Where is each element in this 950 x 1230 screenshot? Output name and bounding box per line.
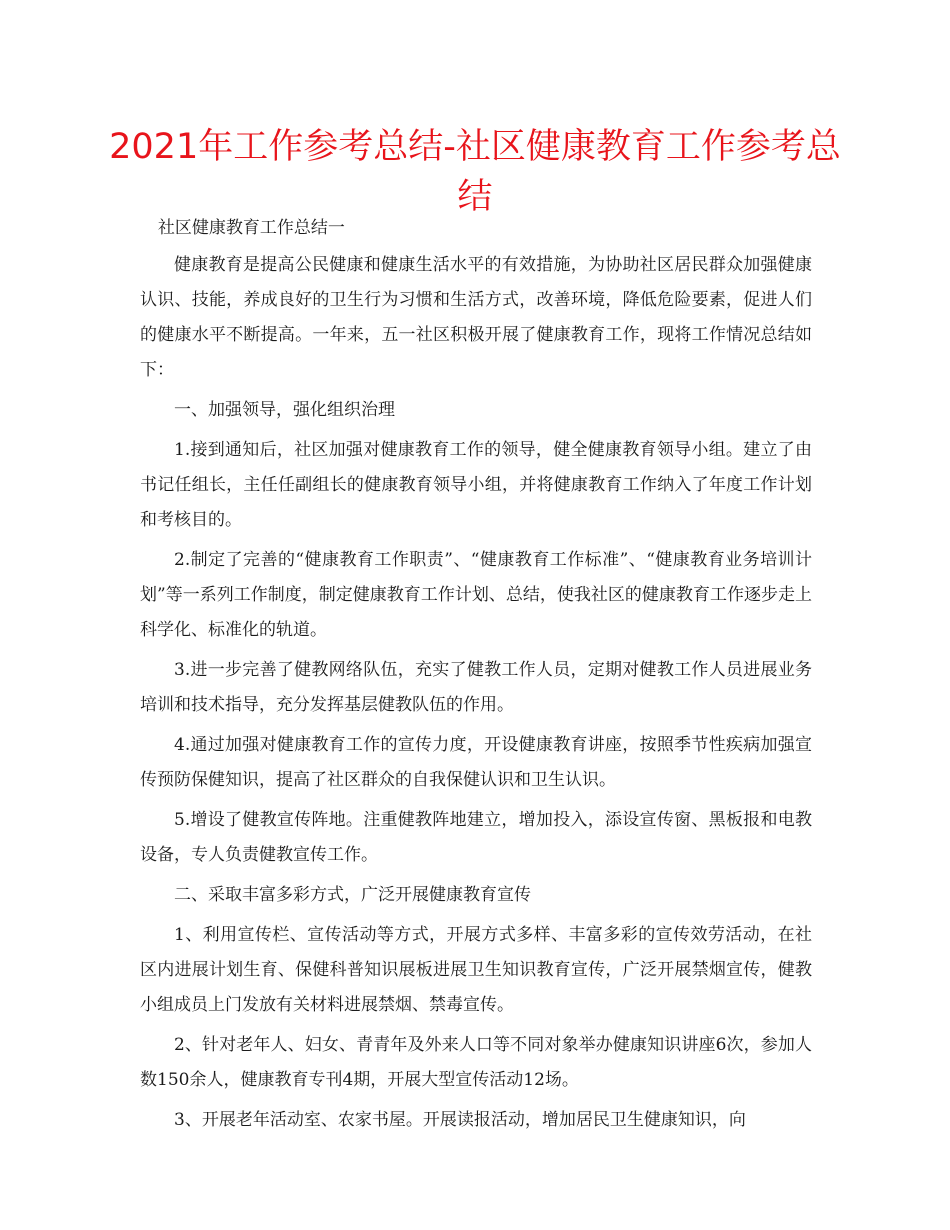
paragraph-intro: 健康教育是提高公民健康和健康生活水平的有效措施，为协助社区居民群众加强健康认识、技能，养成良好的卫生行为习惯和生活方式，改善环境，降低危险要素，促进人们的健康水平不断提高。一年来，五一社区积极开展了健康教育工作，现将工作情况总结如下： [140, 255, 812, 380]
paragraph-2-2: 2、针对老年人、妇女、青青年及外来人口等不同对象举办健康知识讲座6次，参加人数150余人，健康教育专刊4期，开展大型宣传活动12场。 [140, 1035, 812, 1090]
paragraph-2-1: 1、利用宣传栏、宣传活动等方式，开展方式多样、丰富多彩的宣传效劳活动，在社区内进展计划生育、保健科普知识展板进展卫生知识教育宣传，广泛开展禁烟宣传，健教小组成员上门发放有关材料进展禁烟、禁毒宣传。 [140, 925, 812, 1015]
paragraph-2-3: 3、开展老年活动室、农家书屋。开展读报活动，增加居民卫生健康知识，向 [174, 1110, 746, 1130]
paragraph-1-4: 4.通过加强对健康教育工作的宣传力度，开设健康教育讲座，按照季节性疾病加强宣传预防保健知识，提高了社区群众的自我保健认识和卫生认识。 [140, 735, 812, 790]
paragraph-1-3: 3.进一步完善了健教网络队伍，充实了健教工作人员，定期对健教工作人员进展业务培训和技术指导，充分发挥基层健教队伍的作用。 [140, 660, 812, 715]
paragraph-1-5: 5.增设了健教宣传阵地。注重健教阵地建立，增加投入，添设宣传窗、黑板报和电教设备，专人负责健教宣传工作。 [140, 810, 812, 865]
heading-section-2: 二、采取丰富多彩方式，广泛开展健康教育宣传 [174, 885, 531, 905]
paragraph-1-1: 1.接到通知后，社区加强对健康教育工作的领导，健全健康教育领导小组。建立了由书记任组长，主任任副组长的健康教育领导小组，并将健康教育工作纳入了年度工作计划和考核目的。 [140, 440, 812, 530]
document-title: 2021年工作参考总结-社区健康教育工作参考总结 [109, 127, 841, 217]
heading-section-1: 一、加强领导，强化组织治理 [174, 400, 395, 420]
document-body [140, 211, 812, 1143]
paragraph-1-2: 2.制定了完善的“健康教育工作职责”、“健康教育工作标准”、“健康教育业务培训计划”等一系列工作制度，制定健康教育工作计划、总结，使我社区的健康教育工作逐步走上科学化、标准化的轨道。 [140, 550, 812, 640]
section-subtitle: 社区健康教育工作总结一 [157, 218, 345, 238]
